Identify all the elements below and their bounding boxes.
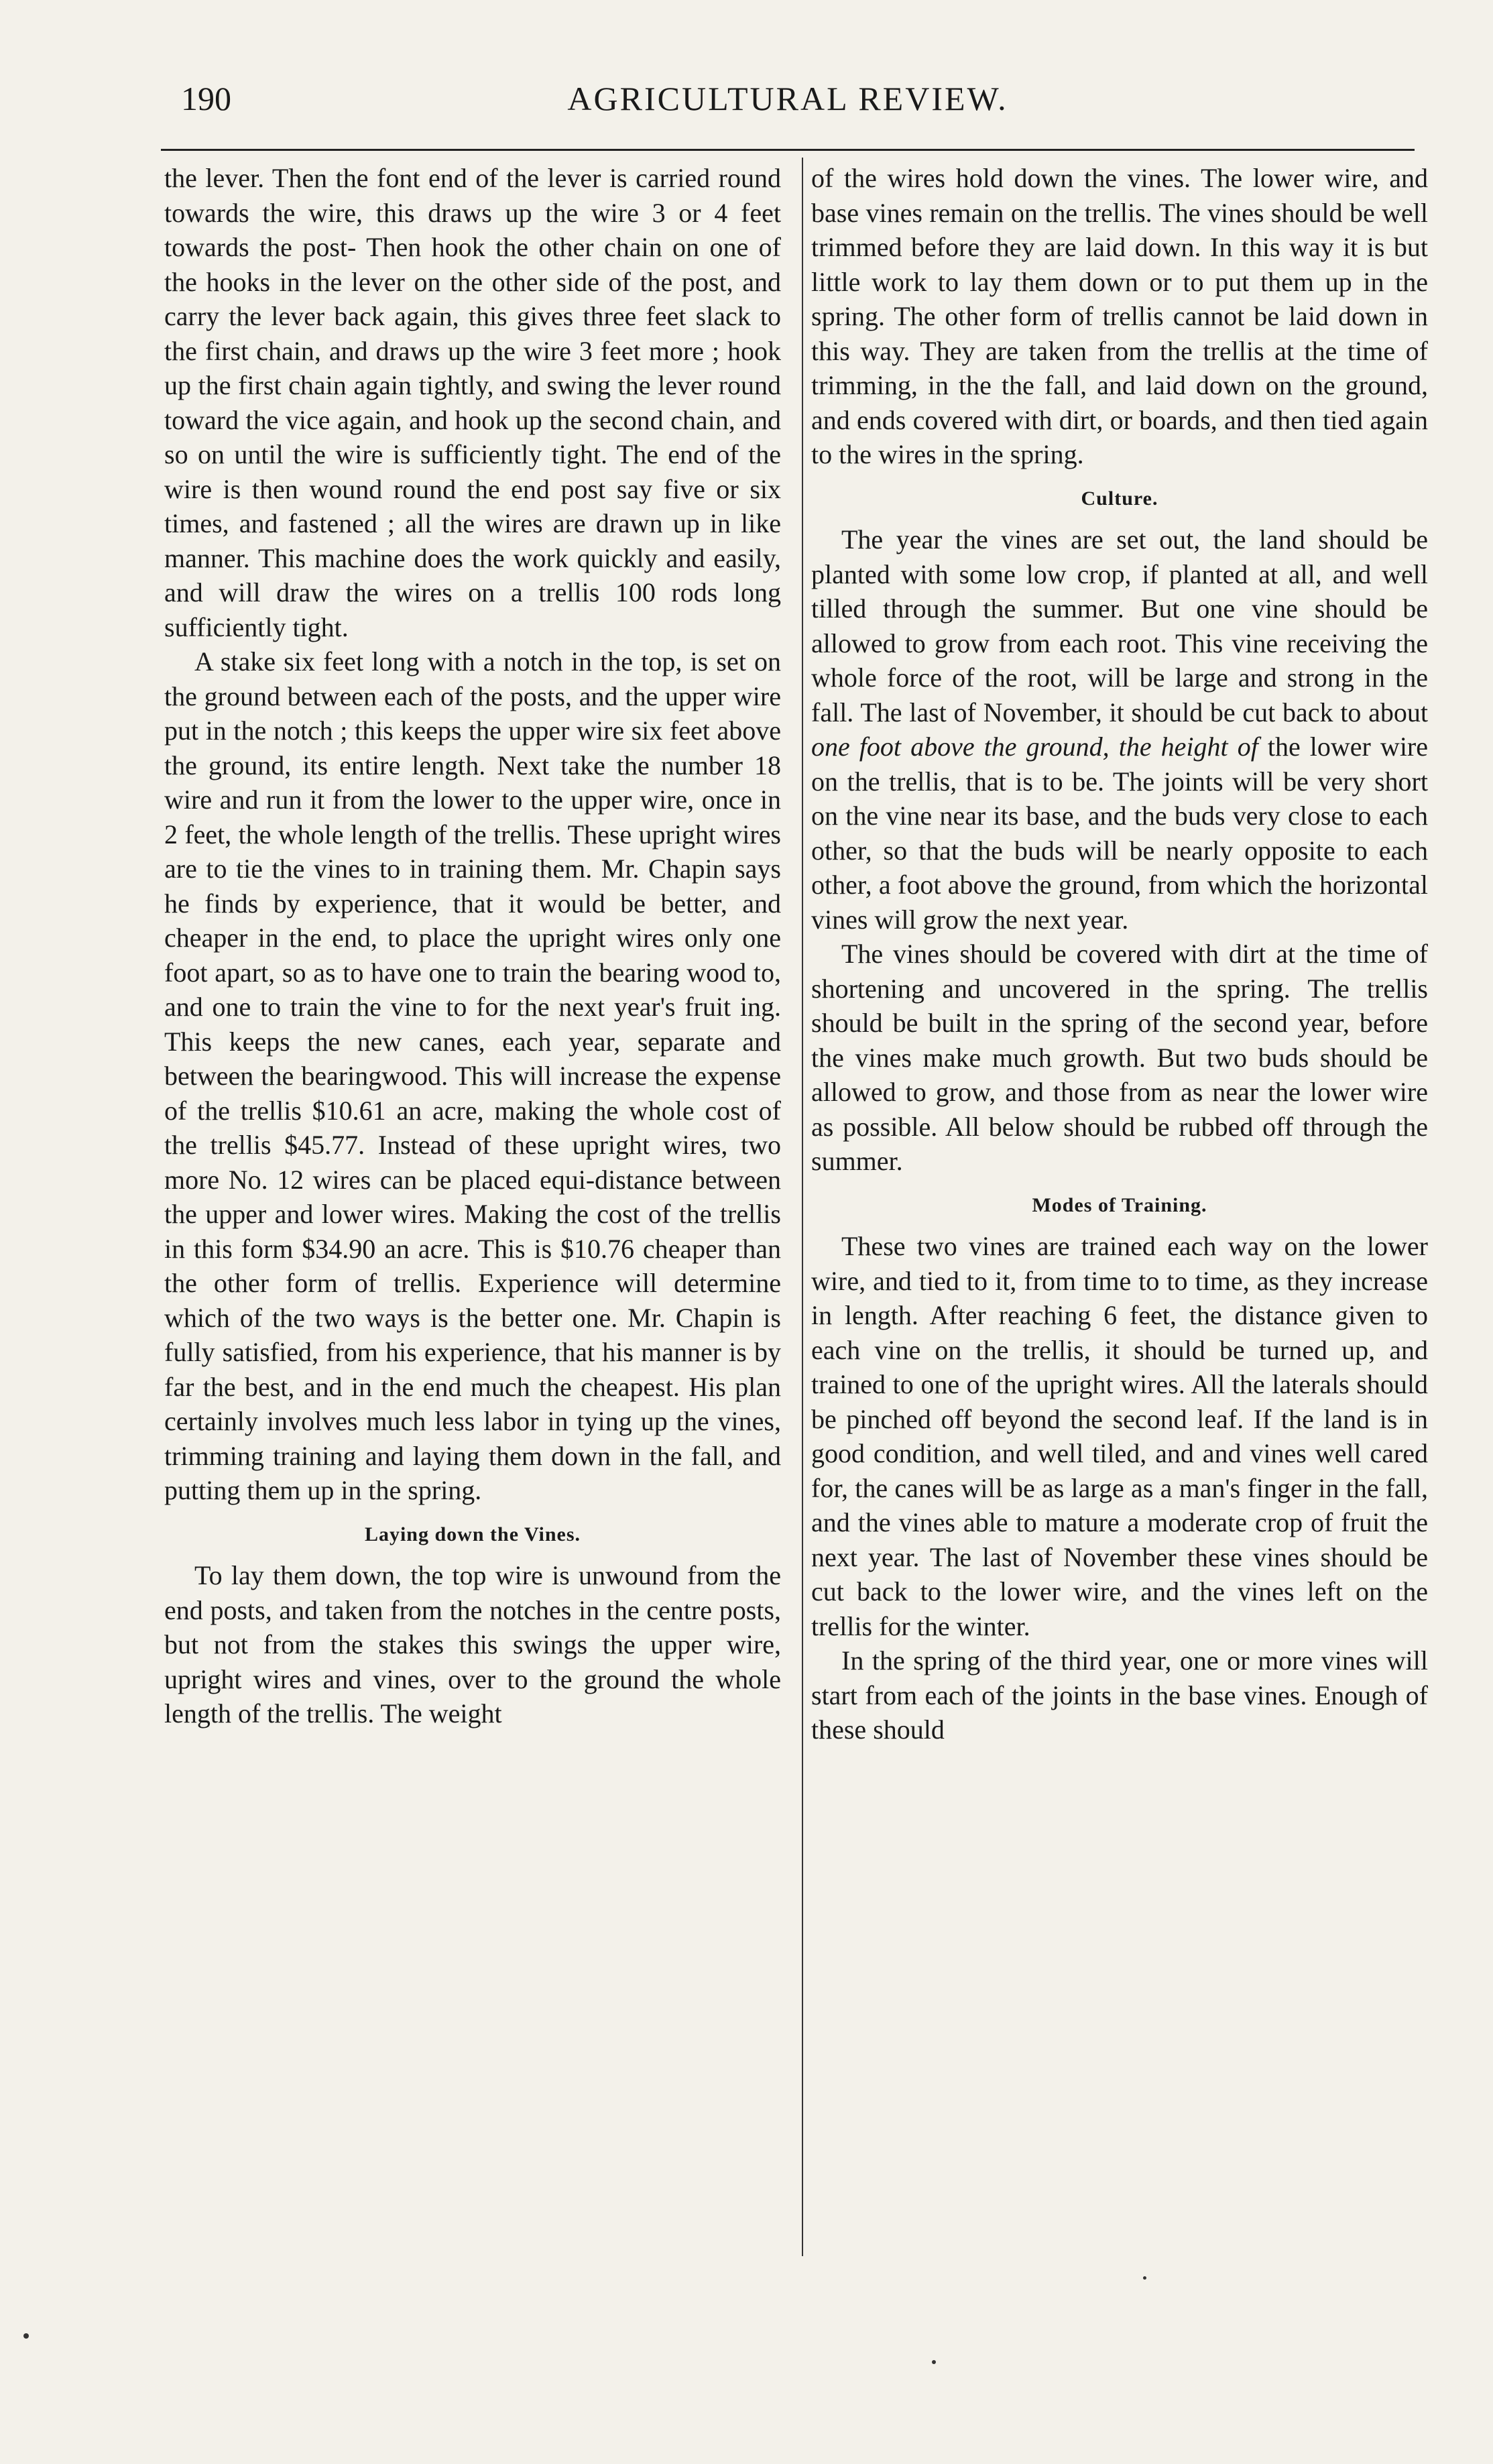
paragraph: A stake six feet long with a notch in the top, is set on the ground between each of the posts, and the upper wire put in the notch ; this keeps the upper wire six feet above the ground, its entire length. Next take the number 18 wire and run it from the lower to the upper wire, once in 2 feet, the whole length of the trellis. These upright wires are to tie the vines to in training them. Mr. Chapin says he finds by experience, that it would be better, and cheaper in the end, to place the upright wires only one foot apart, so as to have one to train the bearing wood to, and one to train the vine to for the next year's fruit ing. This keeps the new canes, each year, separate and between the bearingwood. This will increase the expense of the trellis $10.61 an acre, making the whole cost of the trellis $45.77. Instead of these upright wires, two more No. 12 wires can be placed equi-distance between the upper and lower wires. Making the cost of the trellis in this form $34.90 an acre. This is $10.76 cheaper than the other form of trellis. Experience will determine which of the two ways is the better one. Mr. Chapin is fully satisfied, from his experience, that his manner is by far the best, and in the end much the cheapest. His plan certainly involves much less labor in tying up the vines, trimming training and laying them down in the fall, and putting them up in the spring. bbox=[164, 646, 781, 1505]
paragraph: In the spring of the third year, one or more vines will start from each of the joints in the base vines. Enough of these should bbox=[811, 1645, 1428, 1745]
paragraph: These two vines are trained each way on the lower wire, and tied to it, from time to to time, as they increase in length. After reaching 6 feet, the distance given to each vine on the trellis, it should be turned up, and trained to one of the upright wires. All the laterals should be pinched off beyond the second leaf. If the land is in good condition, and well tiled, and and vines well cared for, the canes will be as large as a man's finger in the fall, and the vines able to mature a moderate crop of fruit the next year. The last of November these vines should be cut back to the lower wire, and the vines left on the trellis for the winter. bbox=[811, 1231, 1428, 1641]
page-header bbox=[161, 79, 1415, 133]
section-heading: Culture. bbox=[1081, 487, 1158, 510]
text-run: The year the vines are set out, the land should be planted with some low crop, if planted at all, and well tilled through the summer. But one vine should be allowed to grow from each root. This vine receiving the whole force of the root, will be large and strong in the fall. The last of November, it should be cut back to about bbox=[811, 524, 1428, 727]
running-title: AGRICULTURAL REVIEW. bbox=[567, 80, 1008, 117]
paragraph: The vines should be covered with dirt at the time of shortening and uncovered in the spring. The trellis should be built in the spring of the second year, before the vines make much growth. But two buds should be allowed to grow, and those from as near the lower wire as possible. All below should be rubbed off through the summer. bbox=[811, 939, 1428, 1176]
paragraph: To lay them down, the top wire is unwound from the end posts, and taken from the notches in the centre posts, but not from the stakes this swings the upper wire, upright wires and vines, over to the ground the whole length of the trellis. The weight bbox=[164, 1560, 781, 1728]
paragraph bbox=[811, 522, 1428, 937]
right-column bbox=[811, 161, 1428, 1747]
ink-speck bbox=[23, 2333, 29, 2339]
text-run: the lower wire on the trellis, that is to be. The joints will be very short on the vine near its base, and the buds very close to each other, so that the buds will be nearly opposite to each other, a foot above the ground, from which the horizontal vines will grow the next year. bbox=[811, 731, 1429, 935]
column-divider bbox=[802, 158, 803, 2256]
ink-speck bbox=[932, 2360, 936, 2364]
paragraph: of the wires hold down the vines. The lower wire, and base vines remain on the trellis. The vines should be well trimmed before they are laid down. In this way it is but little work to lay them down or to put them up in the spring. The other form of trellis cannot be laid down in this way. They are taken from the trellis at the time of trimming, in the the fall, and laid down on the ground, and ends covered with dirt, or boards, and then tied again to the wires in the spring. bbox=[811, 163, 1428, 469]
header-rule bbox=[161, 149, 1415, 151]
left-column bbox=[164, 161, 781, 1731]
ink-speck bbox=[1143, 2276, 1146, 2280]
section-heading: Laying down the Vines. bbox=[364, 1523, 581, 1545]
page-number: 190 bbox=[181, 80, 231, 117]
italic-text-run: one foot above the ground, the height of bbox=[811, 731, 1258, 762]
section-heading: Modes of Training. bbox=[1032, 1193, 1207, 1216]
paragraph: the lever. Then the font end of the lever is carried round towards the wire, this draws up the wire 3 or 4 feet towards the post- Then hook the other chain on one of the hooks in the lever on the other side of the post, and carry the lever back again, this gives three feet slack to the first chain, and draws up the wire 3 feet more ; hook up the first chain again tightly, and swing the lever round toward the vice again, and hook up the second chain, and so on until the wire is sufficiently tight. The end of the wire is then wound round the end post say five or six times, and fastened ; all the wires are drawn up in like manner. This machine does the work quickly and easily, and will draw the wires on a trellis 100 rods long sufficiently tight. bbox=[164, 163, 781, 642]
